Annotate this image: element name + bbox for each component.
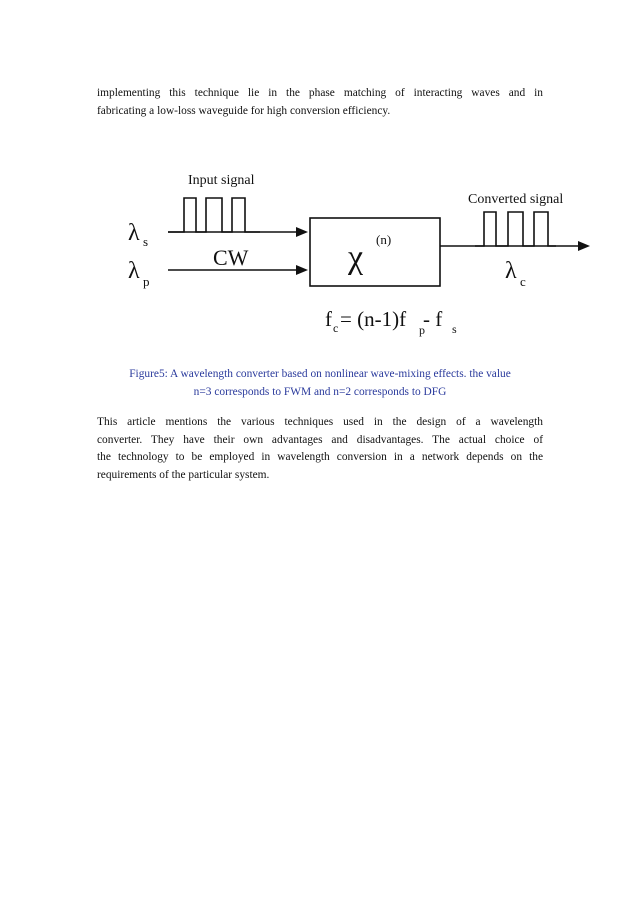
- input-pulse-train: [168, 198, 260, 232]
- input-signal-label: Input signal: [188, 173, 255, 188]
- paragraph-line: requirements of the particular system.: [97, 468, 270, 481]
- converter-diagram: [120, 160, 590, 345]
- output-arrowhead: [578, 241, 590, 251]
- chi-symbol: χ: [348, 239, 364, 276]
- intro-paragraph: [97, 85, 543, 120]
- lambda-p-label: λ: [128, 258, 140, 284]
- signal-arrowhead: [296, 227, 308, 237]
- lambda-s-label: λ: [128, 220, 140, 246]
- converted-signal-label: Converted signal: [468, 192, 564, 207]
- cw-label: CW: [213, 245, 249, 270]
- frequency-equation: [325, 307, 457, 337]
- eq-tail: - f: [423, 307, 443, 331]
- paragraph-line: implementing this technique lie in the phase matching of interacting waves and in: [97, 87, 543, 99]
- caption-line: Figure5: A wavelength converter based on nonlinear wave-mixing effects. the value: [129, 368, 511, 380]
- paragraph-line: the technology to be employed in wavelength conversion in a network depends on the: [97, 451, 543, 463]
- paragraph-line: This article mentions the various techniques used in the design of a wavelength: [97, 416, 543, 428]
- wavelength-converter-figure: [120, 160, 590, 350]
- eq-sub-c: c: [333, 321, 339, 335]
- lambda-c-subscript: c: [520, 274, 526, 289]
- eq-sub-p: p: [419, 323, 425, 337]
- conclusion-paragraph: [97, 414, 543, 484]
- lambda-p-subscript: p: [143, 274, 150, 289]
- eq-f-c: f: [325, 307, 332, 331]
- eq-sub-s: s: [452, 322, 457, 336]
- caption-line: n=3 corresponds to FWM and n=2 corresponds to DFG: [193, 385, 447, 398]
- lambda-c-label: λ: [505, 258, 517, 284]
- pump-arrowhead: [296, 265, 308, 275]
- figure-caption: [97, 366, 543, 401]
- paragraph-line: fabricating a low-loss waveguide for high conversion efficiency.: [97, 104, 391, 117]
- converted-pulse-train: [475, 212, 556, 246]
- paragraph-line: converter. They have their own advantages and disadvantages. The actual choice of: [97, 433, 543, 446]
- nonlinear-medium-box: [310, 218, 440, 286]
- eq-middle: = (n-1)f: [340, 307, 407, 331]
- lambda-s-subscript: s: [143, 234, 149, 249]
- chi-superscript: (n): [376, 232, 392, 247]
